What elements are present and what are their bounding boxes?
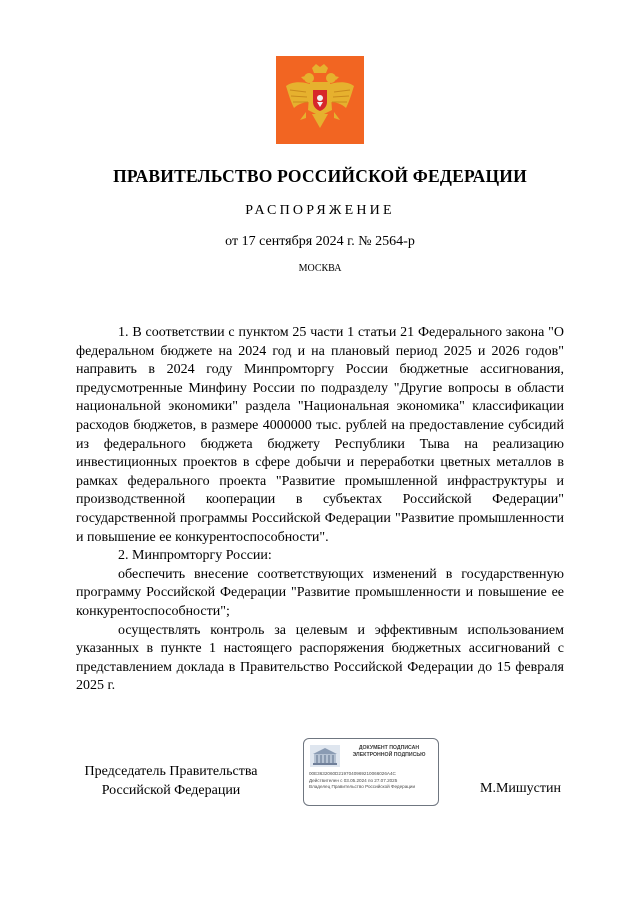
stamp-title-line2: ЭЛЕКТРОННОЙ ПОДПИСЬЮ [352, 752, 426, 758]
stamp-owner: Владелец Правительство Российской Федерации [309, 784, 416, 789]
government-title: ПРАВИТЕЛЬСТВО РОССИЙСКОЙ ФЕДЕРАЦИИ [113, 166, 527, 186]
signer-position [66, 763, 276, 800]
paragraph-1: 1. В соответствии с пунктом 25 части 1 статьи 21 Федерального закона "О федеральном бюджете на 2024 год и на плановый период 2025 и 2026 годов" направить в 2024 году Минпромторгу России бюджетные ассигнования, предусмотренные Минфину России по подразделу "Другие вопросы в области национальной экономики" раздела "Национальная экономика" классификации расходов бюджетов, в размере 4000000 тыс. рублей на предоставление субсидий из федерального бюджета бюджету Республики Тыва на реализацию инвестиционных проектов в сфере добычи и переработки цветных металлов в рамках федерального проекта "Развитие промышленной инфраструктуры и производственной кооперации в субъектах Российской Федерации" государственной программы Российской Федерации "Развитие промышленности и повышение ее конкурентоспособности". [76, 325, 564, 545]
paragraph-2: 2. Минпромторгу России: [118, 548, 272, 564]
electronic-signature-stamp [303, 738, 439, 806]
stamp-certificate: 00E3632060D2197040969210066026A4C [309, 771, 396, 776]
stamp-validity: Действителен с 03.05.2024 по 27.07.2025 [309, 778, 398, 783]
document-body [76, 324, 564, 696]
signer-name: М.Мишустин [480, 781, 561, 796]
signer-position-line2: Российской Федерации [101, 782, 241, 798]
coat-of-arms-icon [276, 56, 364, 144]
document-city: МОСКВА [298, 263, 342, 274]
government-building-icon [310, 745, 340, 767]
signer-position-line1: Председатель Правительства [84, 764, 258, 779]
paragraph-3: обеспечить внесение соответствующих изменений в государственную программу Российской Федерации "Развитие промышленности и повышение ее конкурентоспособности"; [76, 566, 564, 619]
stamp-title [342, 745, 436, 759]
stamp-title-line1: ДОКУМЕНТ ПОДПИСАН [358, 745, 420, 751]
document-date-number: от 17 сентября 2024 г. № 2564-р [225, 234, 415, 249]
paragraph-4: осуществлять контроль за целевым и эффективным использованием указанных в пункте 1 настоящего распоряжения бюджетных ассигнований с представлением доклада в Правительство Российской Федерации до 15 февраля 2025 г. [76, 622, 564, 694]
document-type: РАСПОРЯЖЕНИЕ [245, 203, 395, 218]
